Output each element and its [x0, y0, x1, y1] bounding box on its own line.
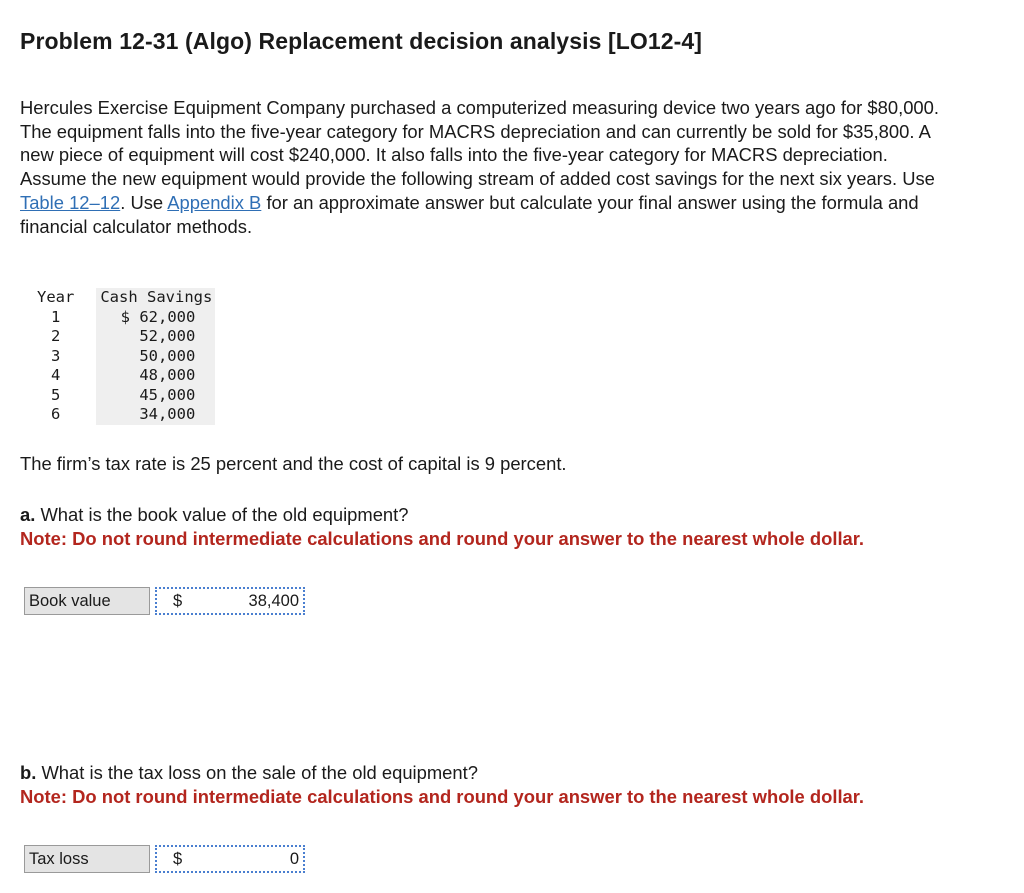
- tax-loss-label: Tax loss: [24, 845, 150, 873]
- year-cell: 6: [50, 405, 61, 423]
- cash-savings-column-header: Cash Savings: [96, 288, 215, 308]
- cash-savings-cell: 48,000: [96, 366, 215, 386]
- year-cell: 1: [50, 307, 61, 326]
- year-cell: 5: [50, 385, 61, 404]
- table-12-12-link[interactable]: Table 12–12: [20, 191, 121, 213]
- appendix-b-link[interactable]: Appendix B: [167, 191, 262, 213]
- table-row: [33, 308, 215, 328]
- tax-loss-answer-row: [24, 845, 305, 873]
- part-b-letter: b.: [20, 762, 37, 783]
- problem-title: Problem 12-31 (Algo) Replacement decision analysis [LO12-4]: [20, 28, 703, 54]
- book-value-answer-row: [24, 587, 305, 615]
- book-value-value[interactable]: 38,400: [248, 591, 299, 610]
- cash-savings-cell: 45,000: [96, 386, 215, 406]
- problem-description: [20, 96, 950, 238]
- part-b-question-text: What is the tax loss on the sale of the old equipment?: [36, 762, 478, 783]
- intro-text-1: Hercules Exercise Equipment Company purchased a computerized measuring device two years ago for $80,000. The equipment falls into the five-year category for MACRS depreciation and can currently be sold for $35,800. A new piece of equipment will cost $240,000. It also falls into the five-year category for MACRS depreciation. Assume the new equipment would provide the following stream of added cost savings for the next six years. Use: [20, 97, 939, 190]
- cash-savings-cell: $ 62,000: [96, 308, 215, 328]
- intro-text-3: for an approximate answer but calculate your final answer using the formula and financial calculator methods.: [20, 191, 919, 237]
- part-a-letter: a.: [20, 504, 36, 525]
- year-cell: 4: [50, 366, 61, 384]
- year-cell: 2: [50, 327, 61, 345]
- year-cell: 3: [50, 346, 61, 365]
- currency-symbol: $: [173, 849, 183, 868]
- table-row: [33, 347, 215, 367]
- book-value-input[interactable]: [155, 587, 305, 615]
- table-row: [33, 386, 215, 406]
- table-row: [33, 405, 215, 425]
- tax-loss-value[interactable]: 0: [289, 849, 299, 868]
- intro-text-2: . Use: [120, 191, 168, 213]
- year-column-header: Year: [37, 288, 75, 306]
- book-value-label: Book value: [24, 587, 150, 615]
- part-b-note: Note: Do not round intermediate calculations and round your answer to the nearest whole dollar.: [20, 785, 865, 807]
- cash-savings-cell: 52,000: [96, 327, 215, 347]
- part-b-question: [20, 761, 864, 808]
- cash-savings-cell: 34,000: [96, 405, 215, 425]
- table-row: [33, 366, 215, 386]
- table-row: [33, 327, 215, 347]
- tax-rate-statement: The firm’s tax rate is 25 percent and the cost of capital is 9 percent.: [20, 453, 567, 474]
- currency-symbol: $: [173, 591, 183, 610]
- cash-savings-table: [33, 288, 215, 425]
- part-a-question: [20, 503, 864, 550]
- tax-loss-input[interactable]: [155, 845, 305, 873]
- cash-savings-cell: 50,000: [96, 347, 215, 367]
- part-a-note: Note: Do not round intermediate calculations and round your answer to the nearest whole dollar.: [20, 527, 865, 549]
- part-a-question-text: What is the book value of the old equipment?: [35, 504, 409, 525]
